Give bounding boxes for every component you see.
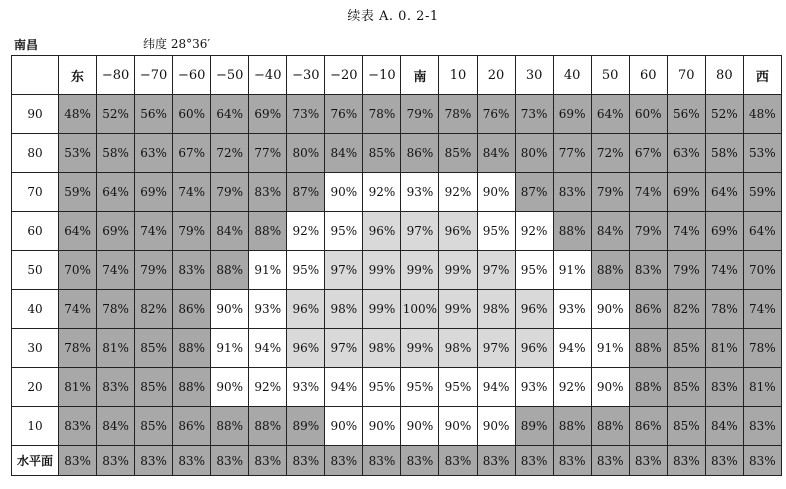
column-header: 30 [515,56,553,95]
city-name: 南昌 [14,38,39,52]
table-cell: 83% [743,446,781,476]
table-cell: 69% [97,212,135,251]
table-cell: 74% [705,251,743,290]
table-cell: 73% [515,95,553,134]
table-cell: 82% [667,290,705,329]
table-cell: 76% [477,95,515,134]
table-cell: 88% [211,407,249,446]
table-cell: 83% [439,446,477,476]
row-label: 10 [12,407,59,446]
table-cell: 79% [667,251,705,290]
table-cell: 78% [705,290,743,329]
table-cell: 92% [363,173,401,212]
column-header: 10 [439,56,477,95]
table-cell: 93% [401,173,439,212]
table-cell: 59% [743,173,781,212]
table-cell: 72% [211,134,249,173]
table-cell: 99% [439,251,477,290]
column-header: 60 [629,56,667,95]
table-cell: 83% [515,446,553,476]
table-cell: 83% [401,446,439,476]
table-cell: 98% [439,329,477,368]
column-header: −70 [135,56,173,95]
table-cell: 98% [477,290,515,329]
table-cell: 83% [59,446,97,476]
row-label: 30 [12,329,59,368]
table-cell: 48% [59,95,97,134]
table-cell: 96% [439,212,477,251]
table-cell: 64% [59,212,97,251]
table-cell: 88% [629,368,667,407]
table-cell: 56% [667,95,705,134]
table-cell: 86% [173,290,211,329]
table-cell: 92% [553,368,591,407]
corner-cell [12,56,59,95]
table-cell: 79% [591,173,629,212]
table-cell: 88% [173,329,211,368]
table-cell: 79% [135,251,173,290]
table-cell: 92% [439,173,477,212]
table-cell: 83% [211,446,249,476]
column-header: 40 [553,56,591,95]
table-cell: 90% [591,290,629,329]
row-label: 90 [12,95,59,134]
table-cell: 86% [401,134,439,173]
table-row [12,173,782,212]
table-cell: 83% [705,446,743,476]
row-label: 水平面 [12,446,59,476]
table-cell: 92% [249,368,287,407]
table-cell: 64% [211,95,249,134]
table-cell: 84% [211,212,249,251]
table-cell: 67% [629,134,667,173]
table-cell: 90% [477,407,515,446]
table-cell: 93% [515,368,553,407]
table-row [12,134,782,173]
table-body [12,95,782,476]
table-cell: 83% [173,251,211,290]
table-cell: 99% [401,329,439,368]
table-cell: 77% [553,134,591,173]
row-label: 20 [12,368,59,407]
table-cell: 74% [135,212,173,251]
table-cell: 90% [325,407,363,446]
table-cell: 90% [477,173,515,212]
table-cell: 94% [477,368,515,407]
table-row [12,407,782,446]
table-cell: 95% [325,212,363,251]
table-cell: 85% [667,368,705,407]
row-label: 60 [12,212,59,251]
column-header: −80 [97,56,135,95]
table-cell: 74% [629,173,667,212]
table-cell: 88% [591,407,629,446]
table-cell: 97% [401,212,439,251]
table-cell: 78% [743,329,781,368]
table-cell: 91% [249,251,287,290]
table-cell: 81% [97,329,135,368]
table-cell: 64% [97,173,135,212]
header-row [12,56,782,95]
table-cell: 64% [705,173,743,212]
table-cell: 96% [363,212,401,251]
table-cell: 74% [743,290,781,329]
table-cell: 89% [515,407,553,446]
table-cell: 83% [325,446,363,476]
table-cell: 81% [705,329,743,368]
table-cell: 83% [173,446,211,476]
table-cell: 79% [211,173,249,212]
table-cell: 53% [59,134,97,173]
table-cell: 83% [553,173,591,212]
table-cell: 97% [325,329,363,368]
table-row [12,446,782,476]
column-header: 20 [477,56,515,95]
table-cell: 67% [173,134,211,173]
table-cell: 85% [667,407,705,446]
table-cell: 79% [173,212,211,251]
table-cell: 74% [97,251,135,290]
column-header: 东 [59,56,97,95]
table-cell: 74% [59,290,97,329]
table-cell: 94% [249,329,287,368]
table-row [12,368,782,407]
table-cell: 94% [325,368,363,407]
table-cell: 91% [553,251,591,290]
table-cell: 90% [325,173,363,212]
table-cell: 63% [135,134,173,173]
table-cell: 83% [629,251,667,290]
table-cell: 83% [477,446,515,476]
table-cell: 91% [591,329,629,368]
table-cell: 90% [211,368,249,407]
table-cell: 83% [59,407,97,446]
table-cell: 78% [59,329,97,368]
table-cell: 70% [59,251,97,290]
table-cell: 78% [363,95,401,134]
table-cell: 84% [591,212,629,251]
table-cell: 88% [249,407,287,446]
table-cell: 100% [401,290,439,329]
table-cell: 95% [287,251,325,290]
column-header: −60 [173,56,211,95]
table-cell: 98% [363,329,401,368]
table-cell: 96% [287,329,325,368]
table-row [12,329,782,368]
column-header: 南 [401,56,439,95]
table-cell: 85% [439,134,477,173]
table-cell: 99% [439,290,477,329]
table-cell: 60% [629,95,667,134]
table-cell: 83% [629,446,667,476]
table-cell: 64% [591,95,629,134]
table-cell: 91% [211,329,249,368]
table-cell: 83% [705,368,743,407]
table-cell: 89% [287,407,325,446]
table-cell: 90% [363,407,401,446]
column-header: −30 [287,56,325,95]
column-header: −50 [211,56,249,95]
table-cell: 79% [401,95,439,134]
table-cell: 72% [591,134,629,173]
table-cell: 97% [477,329,515,368]
table-cell: 78% [97,290,135,329]
table-cell: 74% [667,212,705,251]
table-cell: 59% [59,173,97,212]
table-cell: 74% [173,173,211,212]
table-cell: 92% [515,212,553,251]
row-label: 40 [12,290,59,329]
column-header: −40 [249,56,287,95]
table-cell: 48% [743,95,781,134]
table-cell: 60% [173,95,211,134]
table-cell: 86% [629,290,667,329]
table-cell: 96% [515,329,553,368]
table-cell: 93% [287,368,325,407]
table-cell: 85% [667,329,705,368]
table-cell: 88% [553,407,591,446]
table-cell: 76% [325,95,363,134]
table-cell: 86% [629,407,667,446]
solar-percentage-table [11,55,782,476]
table-cell: 88% [553,212,591,251]
table-cell: 85% [135,368,173,407]
table-cell: 96% [287,290,325,329]
table-cell: 81% [59,368,97,407]
table-cell: 95% [515,251,553,290]
table-cell: 58% [97,134,135,173]
table-cell: 90% [439,407,477,446]
table-cell: 79% [629,212,667,251]
table-cell: 69% [667,173,705,212]
table-cell: 97% [477,251,515,290]
table-cell: 84% [325,134,363,173]
table-cell: 77% [249,134,287,173]
table-cell: 88% [173,368,211,407]
table-cell: 90% [211,290,249,329]
table-cell: 99% [401,251,439,290]
latitude-label: 纬度 28°36′ [143,37,211,51]
table-cell: 99% [363,290,401,329]
column-header: 50 [591,56,629,95]
table-cell: 83% [591,446,629,476]
table-cell: 83% [667,446,705,476]
column-header: −20 [325,56,363,95]
table-cell: 90% [401,407,439,446]
table-row [12,95,782,134]
table-cell: 69% [705,212,743,251]
table-cell: 88% [249,212,287,251]
column-header: 西 [743,56,781,95]
table-cell: 92% [287,212,325,251]
table-cell: 52% [705,95,743,134]
table-cell: 83% [363,446,401,476]
table-cell: 69% [553,95,591,134]
column-header: 70 [667,56,705,95]
table-row [12,290,782,329]
table-cell: 83% [97,368,135,407]
table-cell: 95% [439,368,477,407]
table-cell: 85% [135,407,173,446]
table-cell: 84% [477,134,515,173]
table-cell: 80% [287,134,325,173]
table-cell: 56% [135,95,173,134]
table-cell: 69% [249,95,287,134]
table-cell: 82% [135,290,173,329]
table-cell: 81% [743,368,781,407]
table-cell: 83% [249,173,287,212]
table-caption: 续表 A. 0. 2-1 [347,9,439,24]
table-cell: 95% [401,368,439,407]
table-cell: 83% [287,446,325,476]
table-cell: 88% [629,329,667,368]
table-cell: 90% [591,368,629,407]
row-label: 50 [12,251,59,290]
row-label: 80 [12,134,59,173]
table-cell: 95% [477,212,515,251]
table-cell: 52% [97,95,135,134]
row-label: 70 [12,173,59,212]
table-cell: 87% [515,173,553,212]
table-cell: 73% [287,95,325,134]
table-cell: 58% [705,134,743,173]
table-cell: 99% [363,251,401,290]
table-row [12,212,782,251]
table-cell: 96% [515,290,553,329]
table-row [12,251,782,290]
table-cell: 63% [667,134,705,173]
table-cell: 93% [553,290,591,329]
table-cell: 85% [363,134,401,173]
column-header: 80 [705,56,743,95]
table-cell: 85% [135,329,173,368]
table-cell: 53% [743,134,781,173]
table-cell: 98% [325,290,363,329]
column-header: −10 [363,56,401,95]
table-cell: 70% [743,251,781,290]
table-cell: 84% [97,407,135,446]
table-cell: 83% [135,446,173,476]
table-cell: 64% [743,212,781,251]
table-cell: 83% [553,446,591,476]
table-cell: 86% [173,407,211,446]
table-cell: 80% [515,134,553,173]
table-cell: 93% [249,290,287,329]
table-cell: 88% [591,251,629,290]
table-cell: 94% [553,329,591,368]
table-cell: 97% [325,251,363,290]
table-cell: 84% [705,407,743,446]
table-cell: 83% [97,446,135,476]
table-cell: 83% [249,446,287,476]
table-cell: 87% [287,173,325,212]
table-cell: 69% [135,173,173,212]
table-cell: 88% [211,251,249,290]
table-cell: 78% [439,95,477,134]
table-cell: 95% [363,368,401,407]
table-cell: 83% [743,407,781,446]
